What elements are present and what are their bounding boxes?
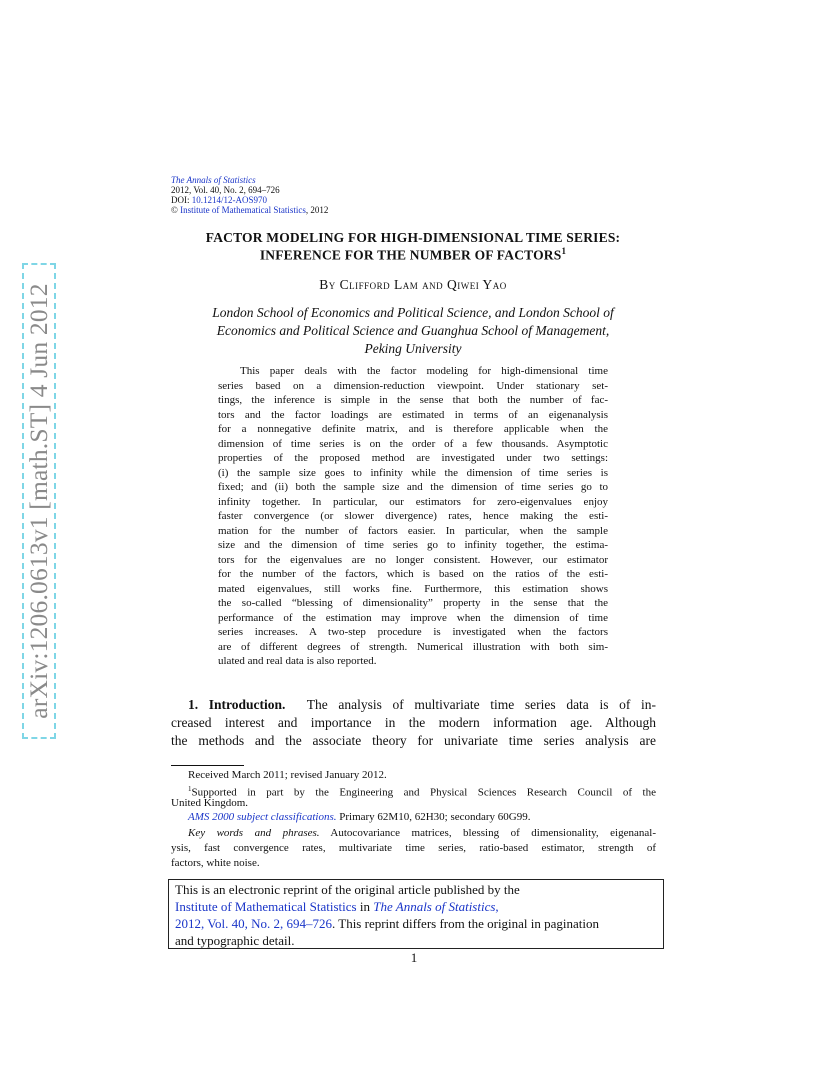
abstract-line: mation for the number of factors easier. In particular, when the sample: [218, 524, 608, 537]
ams-link[interactable]: AMS 2000 subject classifications.: [188, 811, 337, 823]
reprint-line-1: This is an electronic reprint of the original article published by the: [175, 882, 520, 897]
reprint-line-3: 2012, Vol. 40, No. 2, 694–726. This reprint differs from the original in pagination: [175, 916, 600, 931]
abstract-line: (i) the sample size goes to infinity while the dimension of time series is: [218, 466, 608, 479]
intro-line-3: the methods and the associate theory for univariate time series analysis are: [171, 733, 656, 748]
intro-line-1: 1. Introduction. The analysis of multivariate time series data is of in-: [188, 697, 656, 712]
title-line-2: INFERENCE FOR THE NUMBER OF FACTORS$^1$: [259, 246, 567, 263]
support-note-line-1: $^1$Supported in part by the Engineering and Physical Sciences Research Council of the: [188, 785, 656, 799]
affiliation-line-3: Peking University: [364, 341, 462, 356]
reprint-line-2: Institute of Mathematical Statistics in The Annals of Statistics,: [175, 899, 499, 914]
abstract-line: for the number of the factors, which is based on the ratios of the esti-: [218, 568, 608, 580]
abstract-line: for a nonnegative definite matrix, and is therefore applicable when the: [218, 423, 608, 435]
journal-name[interactable]: The Annals of Statistics: [171, 175, 256, 185]
abstract-line: faster convergence (or slower divergence) rates, hence making the esti-: [218, 510, 608, 522]
title-footnote-mark: 1: [561, 246, 567, 256]
abstract-line: series increases. A two-step procedure is investigated when the factors: [218, 626, 608, 638]
abstract-line: performance of the estimation may improve when the dimension of time: [218, 611, 608, 624]
abstract-line: mated eigenvalues, still works fine. Furthermore, this estimation shows: [218, 582, 608, 595]
keywords-line-2: ysis, fast convergence rates, multivariate time series, ratio-based estimator, strength of: [171, 842, 656, 854]
received-note: Received March 2011; revised January 2012.: [188, 769, 387, 781]
reprint-line-4: and typographic detail.: [175, 933, 295, 948]
abstract-line: series based on a dimension-reduction viewpoint. Under stationary set-: [218, 379, 608, 392]
reprint-journal-link[interactable]: The Annals of Statistics: [373, 899, 496, 914]
abstract-line: tings, the inference is simple in the sense that both the number of fac-: [218, 394, 608, 406]
abstract-line: size and the dimension of time series go to infinity together, the estima-: [218, 539, 608, 551]
affiliation-line-2: Economics and Political Science and Guanghua School of Management,: [216, 323, 610, 338]
reprint-institute-link[interactable]: Institute of Mathematical Statistics: [175, 899, 357, 914]
abstract-line: properties of the proposed method are investigated under two settings:: [218, 452, 608, 464]
doi-line: DOI: 10.1214/12-AOS970: [171, 195, 268, 205]
abstract-line: tors for the eigenvalues are no longer consistent. However, our estimator: [218, 553, 608, 566]
ams-classification: AMS 2000 subject classifications. Primary 62M10, 62H30; secondary 60G99.: [188, 811, 531, 823]
page-number: 1: [410, 950, 418, 965]
copyright-symbol: ©: [171, 205, 178, 215]
section-heading: 1. Introduction.: [188, 697, 286, 712]
authors: By Clifford Lam and Qiwei Yao: [319, 277, 507, 292]
abstract-line: fixed; and (ii) both the sample size and the dimension of time series go to: [218, 481, 608, 493]
abstract-line: tors and the factor loadings are estimated in terms of an eigenanalysis: [218, 408, 608, 421]
abstract-line: This paper deals with the factor modeling for high-dimensional time: [240, 365, 608, 377]
copyright-line: © Institute of Mathematical Statistics, 2012: [171, 205, 329, 215]
abstract-line: ulated and real data is also reported.: [218, 655, 377, 667]
doi-link[interactable]: 10.1214/12-AOS970: [191, 195, 268, 205]
title-line-1: FACTOR MODELING FOR HIGH-DIMENSIONAL TIME SERIES:: [205, 230, 621, 245]
volume-line: 2012, Vol. 40, No. 2, 694–726: [171, 185, 280, 195]
institute-link[interactable]: Institute of Mathematical Statistics: [180, 205, 306, 215]
reprint-citation-link[interactable]: 2012, Vol. 40, No. 2, 694–726: [175, 916, 332, 931]
keywords-line-1: Key words and phrases. Autocovariance matrices, blessing of dimensionality, eigenanal-: [188, 827, 656, 839]
affiliation-line-1: London School of Economics and Political Science, and London School of: [212, 305, 614, 320]
abstract-line: are of different degrees of strength. Numerical illustration with both sim-: [218, 640, 608, 653]
keywords-line-3: factors, white noise.: [171, 857, 260, 869]
intro-line-2: creased interest and importance in the modern information age. Although: [171, 715, 656, 730]
abstract-line: dimension of time series is on the order of a few thousands. Asymptotic: [218, 437, 608, 450]
arxiv-stamp: [22, 263, 56, 739]
support-note-line-2: United Kingdom.: [171, 797, 248, 809]
footnote-rule: [171, 765, 244, 766]
abstract-line: infinity together. In particular, our estimators for zero-eigenvalues enjoy: [218, 495, 608, 508]
abstract-line: the so-called “blessing of dimensionality” property in the sense that the: [218, 597, 608, 609]
arxiv-stamp-text: arXiv:1206.0613v1 [math.ST] 4 Jun 2012: [24, 283, 53, 719]
